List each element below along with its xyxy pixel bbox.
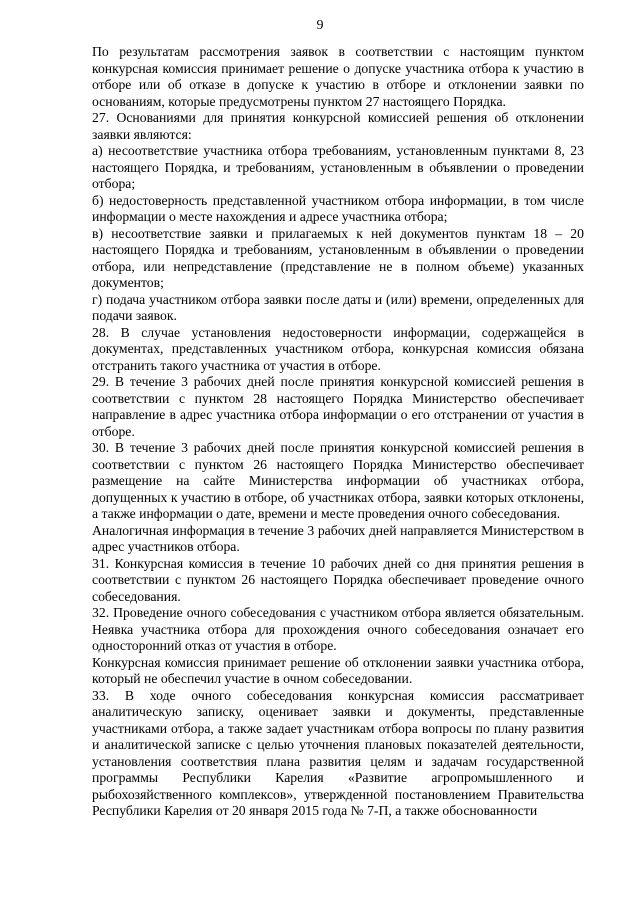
page-number: 9 [316,18,324,33]
document-body [92,44,584,820]
paragraph-item-32: 32. Проведение очного собеседования с участником отбора является обязательным. Неявка участника отбора для прохождения очного собеседования означает его односторонний отказ от участия в отборе. [92,605,584,653]
paragraph-item-33: 33. В ходе очного собеседования конкурсная комиссия рассматривает аналитическую записку, оценивает заявки и документы, представленные участниками отбора, а также задает участникам отбора вопросы по плану развития и аналитической записке с целью уточнения плановых показателей деятельности, установления соответствия плана развития целям и задачам государственной программы Республики Карелия «Развитие агропромышленного и рыбохозяйственного комплексов», утвержденной постановлением Правительства Республики Карелия от 20 января 2015 года № 7-П, а также обоснованности [92,687,584,818]
paragraph-item-29: 29. В течение 3 рабочих дней после принятия конкурсной комиссией решения в соответствии с пунктом 28 настоящего Порядка Министерство обеспечивает направление в адрес участника отбора информации о его отстранении от участия в отборе. [92,374,584,439]
paragraph-item-27: 27. Основаниями для принятия конкурсной комиссией решения об отклонении заявки являются: [92,110,584,142]
paragraph-item-28: 28. В случае установления недостоверности информации, содержащейся в документах, представленных участником отбора, конкурсная комиссия обязана отстранить такого участника от участия в отборе. [92,324,584,373]
paragraph-item-31: 31. Конкурсная комиссия в течение 10 рабочих дней со дня принятия решения в соответствии с пунктом 26 настоящего Порядка обеспечивает проведение очного собеседования. [92,555,584,604]
paragraph-item-30: 30. В течение 3 рабочих дней после принятия конкурсной комиссией решения в соответствии с пунктом 26 настоящего Порядка Министерство обеспечивает размещение на сайте Министерства информации об участниках отбора, допущенных к участию в отборе, об участниках отбора, заявки которых отклонены, а также информации о дате, времени и месте проведения очного собеседования. [92,440,584,521]
paragraph: Конкурсная комиссия принимает решение об отклонении заявки участника отбора, который не обеспечил участие в очном собеседовании. [92,654,584,686]
paragraph: По результатам рассмотрения заявок в соответствии с настоящим пунктом конкурсная комиссия принимает решение о допуске участника отбора к участию в отборе или об отказе в допуске к участию в отборе и отклонении заявки по основаниям, которые предусмотрены пунктом 27 настоящего Порядка. [92,44,584,109]
subparagraph-a: а) несоответствие участника отбора требованиям, установленным пунктами 8, 23 настоящего Порядка, и требованиям, установленным в объявлении о проведении отбора; [92,143,584,191]
subparagraph-g: г) подача участником отбора заявки после даты и (или) времени, определенных для подачи заявок. [92,291,584,323]
paragraph: Аналогичная информация в течение 3 рабочих дней направляется Министерством в адрес участников отбора. [92,522,584,554]
subparagraph-v: в) несоответствие заявки и прилагаемых к ней документов пунктам 18 – 20 настоящего Порядка и требованиям, установленным в объявлении о проведении отбора, или непредставление (представление не в полном объеме) указанных документов; [92,225,584,290]
subparagraph-b: б) недостоверность представленной участником отбора информации, в том числе информации о месте нахождения и адресе участника отбора; [92,192,584,224]
